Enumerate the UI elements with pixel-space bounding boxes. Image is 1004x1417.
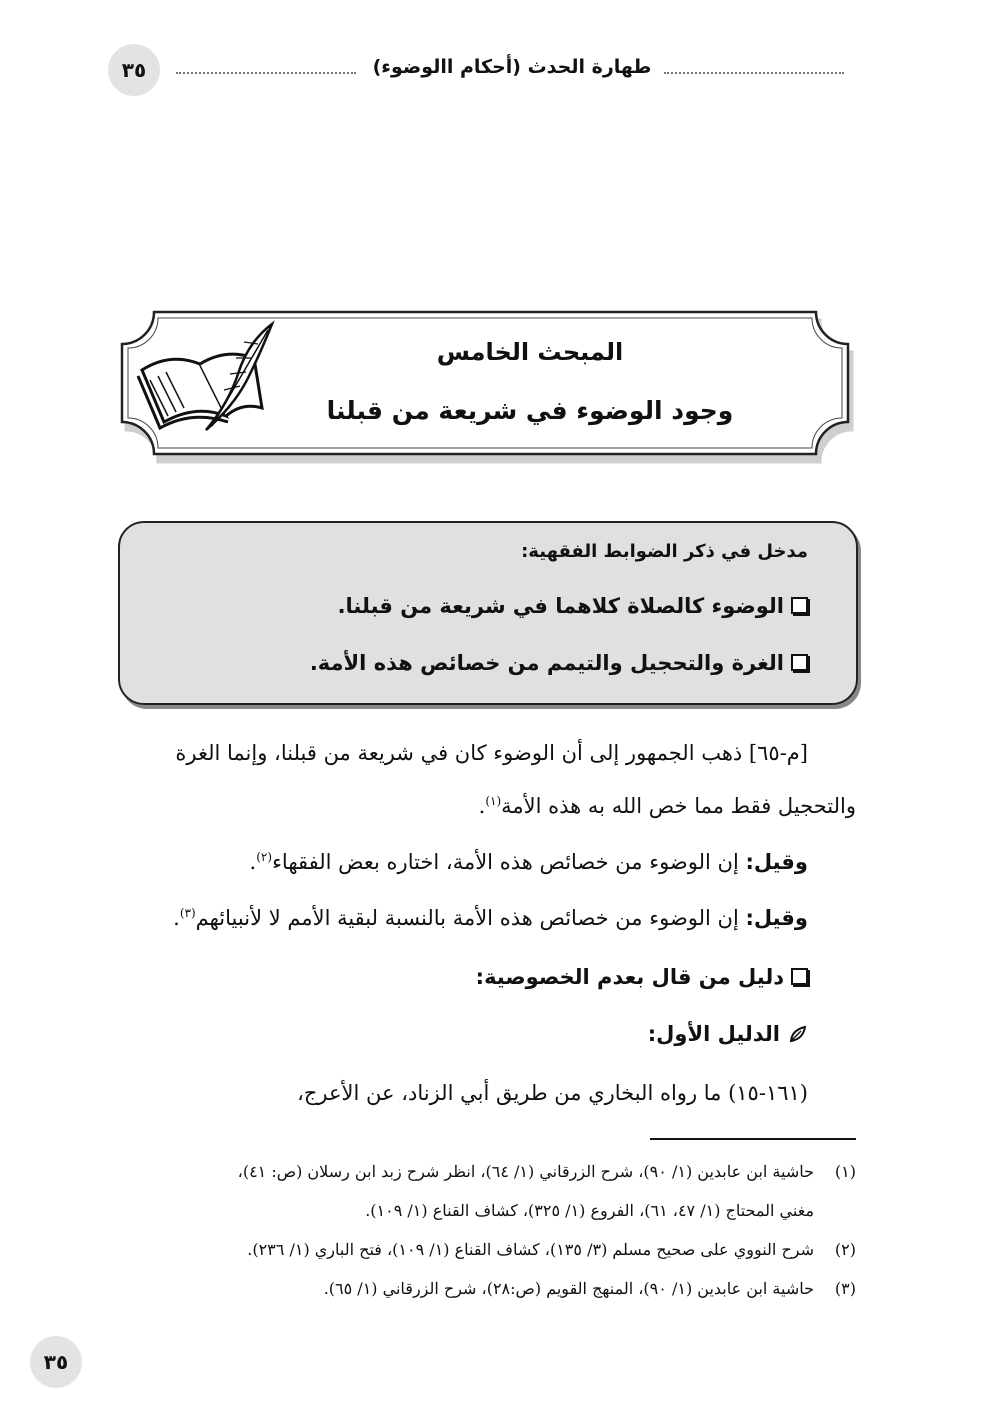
footer-page-number: ٣٥	[30, 1336, 82, 1388]
header-page-number: ٣٥	[108, 44, 160, 96]
footnote-1-continued: مغني المحتاج (١/ ٤٧، ٦١)، الفروع (١/ ٣٢٥)، كشاف القناع (١/ ١٠٩).	[365, 1201, 814, 1220]
leaf-ornament-icon	[788, 1024, 808, 1044]
evidence-heading: دليل من قال بعدم الخصوصية:	[476, 965, 808, 989]
opinion-2: وقيل: إن الوضوء من خصائص هذه الأمة بالنسبة لبقية الأمم لا لأنبيائهم$^{(٣)}$.	[173, 906, 808, 930]
intro-item-1: الوضوء كالصلاة كلاهما في شريعة من قبلنا.	[338, 594, 808, 618]
footnote-ref-2[interactable]: (٢)	[256, 850, 273, 864]
footnote-1: (١)حاشية ابن عابدين (١/ ٩٠)، شرح الزرقاني (١/ ٦٤)، انظر شرح زبد ابن رسلان (ص: ٤١)،	[237, 1162, 856, 1181]
footnote-2: (٢)شرح النووي على صحيح مسلم (٣/ ١٣٥)، كشاف القناع (١/ ١٠٩)، فتح الباري (١/ ٢٣٦).	[247, 1240, 856, 1259]
footnote-ref-1[interactable]: (١)	[485, 794, 502, 808]
paragraph-1-line-2: والتحجيل فقط مما خص الله به هذه الأمة$^{(١)}$.	[478, 794, 856, 818]
chapter-title: المبحث الخامس	[436, 338, 624, 366]
intro-item-2: الغرة والتحجيل والتيمم من خصائص هذه الأمة.	[310, 651, 808, 675]
opinion-1: وقيل: إن الوضوء من خصائص هذه الأمة، اختاره بعض الفقهاء$^{(٢)}$.	[249, 850, 808, 874]
header-dots-right	[664, 72, 844, 74]
hadith-line: (١٦١-١٥) ما رواه البخاري من طريق أبي الزناد، عن الأعرج،	[297, 1081, 808, 1105]
header-dots-left	[176, 72, 356, 74]
checkbox-square-icon	[791, 597, 808, 614]
book-quill-icon	[130, 318, 280, 436]
chapter-subtitle: وجود الوضوء في شريعة من قبلنا	[326, 396, 734, 425]
footnote-3: (٣)حاشية ابن عابدين (١/ ٩٠)، المنهج القويم (ص:٢٨)، شرح الزرقاني (١/ ٦٥).	[323, 1279, 856, 1298]
first-evidence-heading: الدليل الأول:	[648, 1022, 808, 1046]
footnote-ref-3[interactable]: (٣)	[179, 906, 196, 920]
intro-heading: مدخل في ذكر الضوابط الفقهية:	[521, 541, 808, 562]
checkbox-square-icon	[791, 654, 808, 671]
checkbox-square-icon	[791, 968, 808, 985]
paragraph-1-line-1: [م-٦٥] ذهب الجمهور إلى أن الوضوء كان في شريعة من قبلنا، وإنما الغرة	[175, 741, 808, 765]
footnote-separator	[650, 1138, 856, 1140]
running-title: طهارة الحدث (أحكام االوضوء)	[372, 56, 652, 78]
